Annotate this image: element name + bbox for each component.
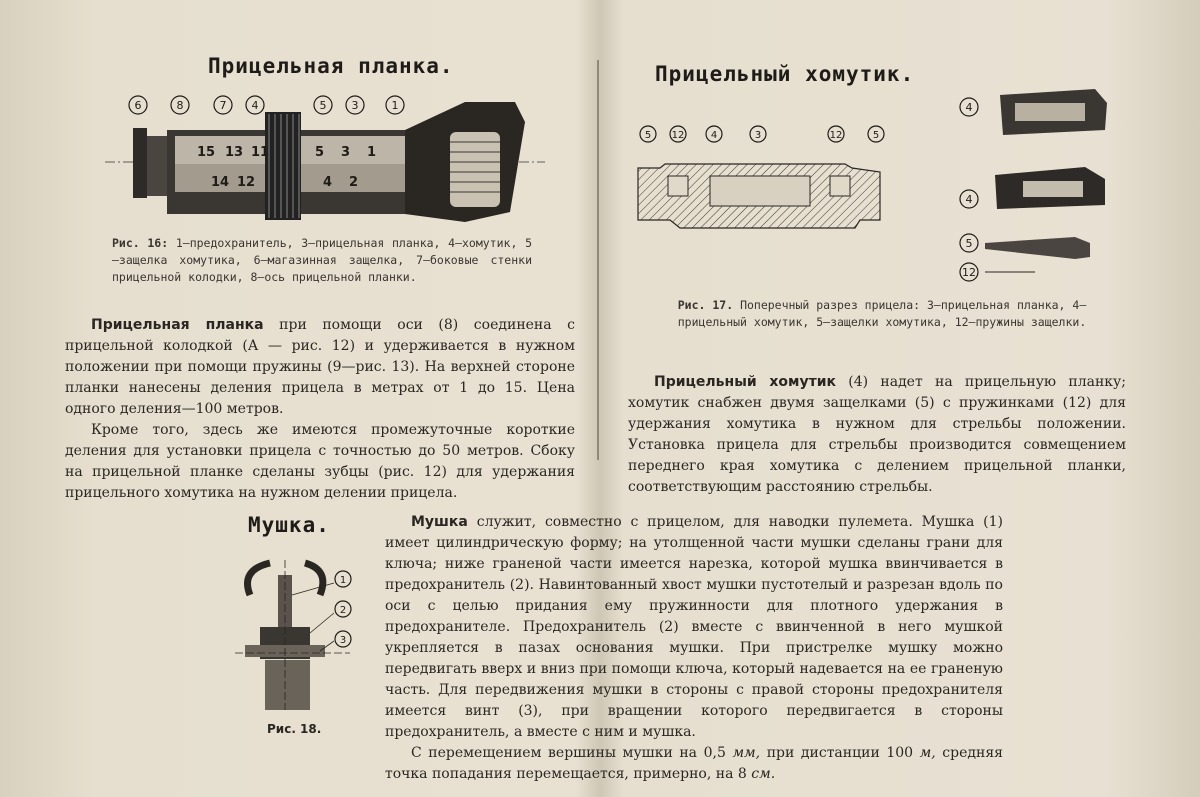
fig16-caption [112,235,532,286]
bottom-para-text: служит, совместно с прицелом, для наводки пулемета. Мушка (1) имеет цилиндрическую форму; на утолщенной части мушки сделаны грани для ключа; ниже граненой части имеется нарезка, которой мушка ввинчивается в предохранитель (2). Навинтованный хвост мушки пустотелый и разрезан вдоль по оси с целью придания ему пружинности для плотного удержания в предохранителе. Предохранитель (2) вместе с ввинченной в него мушкой укрепляется в пазах основания мушки. При пристрелке мушку можно передвигать вверх и вниз при помощи ключа, который надевается на ее граненую часть. Для передвижения мушки в стороны с правой стороны предохранителя имеется винт (3), при вращении которого передвигается в стороны предохранитель, а вместе с ним и мушка. [385,514,1003,740]
unit-cm: см. [751,766,776,782]
fig17-parts-drawing [955,75,1115,285]
fig16-callout-3: 3 [351,99,359,112]
fig16-callout-4: 4 [251,99,259,112]
fig18-callout-2: 2 [339,605,347,616]
fig16-callout-6: 6 [134,99,142,112]
fig17-part-label-4b: 4 [965,193,973,206]
right-body [628,372,1126,498]
left-para-lead: Прицельная планка [91,317,264,333]
fig16-caption-text: 1—предохранитель, 3—прицельная планка, 4—хомутик, 5—защелка хомутика, 6—магазинная защелка, 7—боковые стенки прицельной колодки, 8—ось прицельной планки. [112,236,532,284]
fig16-callout-8: 8 [176,99,184,112]
fig16-scale-2: 2 [349,175,359,190]
fig18-front-sight-drawing [230,555,360,715]
fig16-scale-5: 5 [315,145,325,160]
fig16-scale-4: 4 [323,175,333,190]
bottom-heading: Мушка. [248,513,330,537]
right-para-lead: Прицельный хомутик [654,374,837,390]
fig18-caption: Рис. 18. [267,722,322,736]
fig16-scale-14: 14 [211,175,230,190]
fig17-callout-12a: 12 [671,130,685,141]
fig16-scale-13: 13 [225,145,244,160]
left-body [65,315,575,504]
fig16-sight-leaf-drawing [105,92,545,232]
fig18-callout-3: 3 [339,635,347,646]
fig16-callout-5: 5 [319,99,327,112]
fig17-cross-section-drawing [630,120,890,240]
fig16-callout-7: 7 [219,99,227,112]
fig16-scale-12: 12 [237,175,256,190]
fig17-callout-4: 4 [710,130,718,141]
fig16-scale-11: 11 [251,145,270,160]
fig16-scale-15: 15 [197,145,216,160]
left-heading: Прицельная планка. [208,54,454,78]
unit-mm: мм, [732,745,761,761]
bottom-body [385,512,1003,785]
fig17-callout-12b: 12 [829,130,843,141]
bottom-para-lead: Мушка [411,514,468,530]
fig16-scale-1: 1 [367,145,377,160]
fig17-callout-3: 3 [754,130,762,141]
fig17-part-label-4a: 4 [965,101,973,114]
fig17-callout-5b: 5 [872,130,880,141]
bottom-para2 [385,743,1003,785]
bottom-para2-a: С перемещением вершины мушки на 0,5 [411,745,733,761]
fig17-callout-5a: 5 [644,130,652,141]
left-para2: Кроме того, здесь же имеются промежуточные короткие деления для установки прицела с точностью до 50 метров. Сбоку на прицельной планке сделаны зубцы (рис. 12) для удержания прицельного хомутика на нужном делении прицела. [65,422,575,501]
fig16-callout-1: 1 [391,99,399,112]
fig18-callout-1: 1 [339,575,347,586]
fig16-scale-3: 3 [341,145,351,160]
fig17-part-label-5: 5 [965,237,973,250]
fig17-caption-text: Поперечный разрез прицела: 3—прицельная планка, 4—прицельный хомутик, 5—защелки хомутика, 12—пружины защелки. [677,298,1087,329]
unit-m: м, [919,745,936,761]
left-para-text: при помощи оси (8) соединена с прицельной колодкой (А — рис. 12) и удерживается в нужном положении при помощи пружины (9—рис. 13). На верхней стороне планки нанесены деления прицела в метрах от 1 до 15. Цена одного деления—100 метров. [65,317,575,417]
bottom-para2-c: средняя точка попадания перемещается, примерно, на 8 [385,745,1003,782]
fig17-caption [672,297,1092,331]
right-para-text: (4) надет на прицельную планку; хомутик снабжен двумя защелками (5) с пружинками (12) для удержания хомутика в нужном для стрельбы положении. Установка прицела для стрельбы производится совмещением переднего края хомутика с делением прицельной планки, соответствующим расстоянию стрельбы. [628,374,1126,495]
fig16-caption-label: Рис. 16: [112,236,169,250]
right-heading: Прицельный хомутик. [655,62,915,86]
fig17-caption-label: Рис. 17. [677,298,734,312]
bottom-para2-b: при дистанции 100 [760,745,920,761]
page-fold [597,60,599,460]
fig17-part-label-12: 12 [962,266,976,279]
